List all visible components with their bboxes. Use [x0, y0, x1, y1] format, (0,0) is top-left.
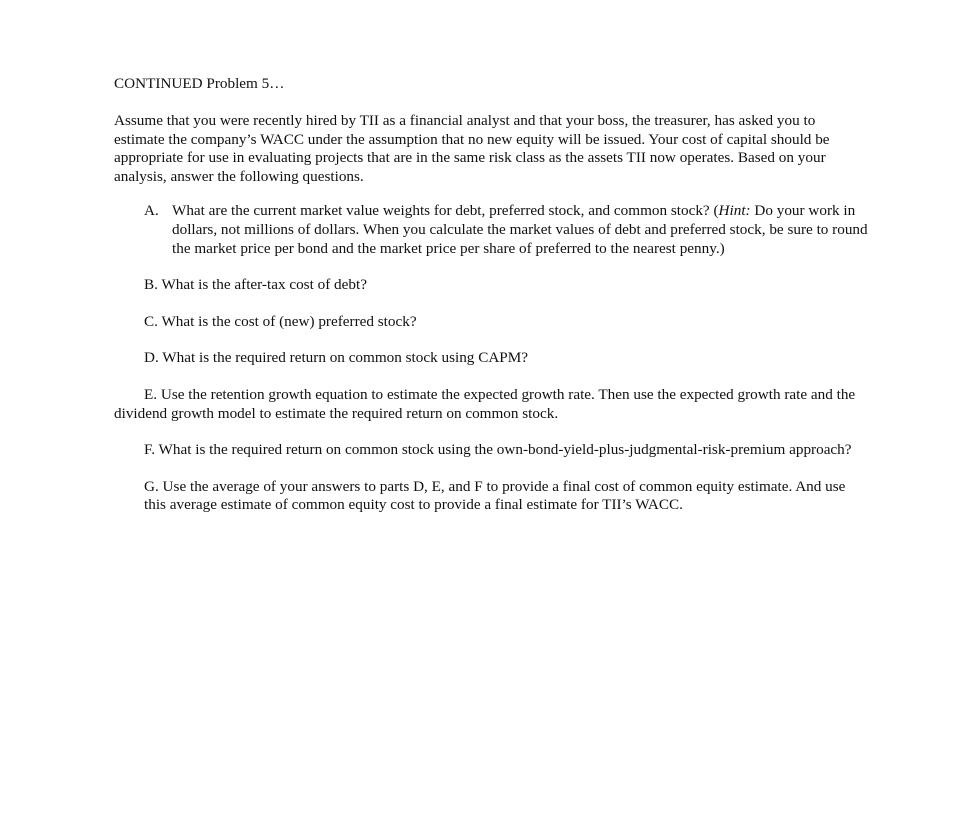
document-page [114, 75, 866, 515]
question-f: F. What is the required return on common stock using the own-bond-yield-plus-judgmental-risk-premium approach? [144, 441, 852, 459]
question-d: D. What is the required return on common stock using CAPM? [144, 349, 528, 367]
question-c: C. What is the cost of (new) preferred stock? [144, 312, 417, 330]
question-a-hint-label: Hint: [718, 202, 751, 220]
question-a-text-start: What are the current market value weights for debt, preferred stock, and common stock? ( [172, 202, 719, 220]
question-a-letter: A. [144, 202, 159, 220]
question-e: E. Use the retention growth equation to estimate the expected growth rate. Then use the expected growth rate and the dividend growth model to estimate the required return on common stock. [114, 385, 856, 422]
question-a-text-end: Do your work in dollars, not millions of dollars. When you calculate the market values of debt and preferred stock, be sure to round the market price per bond and the market price per share of preferred to the nearest penny.) [172, 202, 868, 257]
question-b: B. What is the after-tax cost of debt? [144, 276, 367, 294]
problem-heading: CONTINUED Problem 5… [114, 75, 285, 92]
intro-paragraph: Assume that you were recently hired by TII as a financial analyst and that your boss, the treasurer, has asked you to estimate the company’s WACC under the assumption that no new equity will be issued. Your cost of capital should be appropriate for use in evaluating projects that are in the same risk class as the assets TII now operates. Based on your analysis, answer the following questions. [114, 112, 830, 185]
question-g: G. Use the average of your answers to parts D, E, and F to provide a final cost of common equity estimate. And use this average estimate of common equity cost to provide a final estimate for TII’s WACC. [144, 477, 846, 514]
question-a [144, 202, 872, 258]
